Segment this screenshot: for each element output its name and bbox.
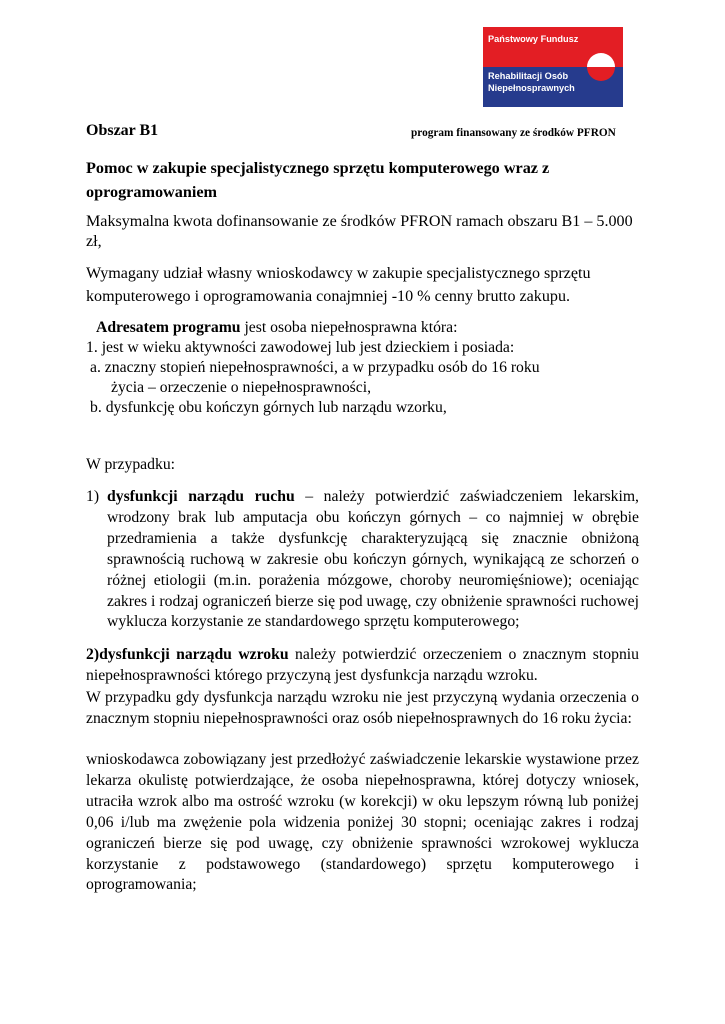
case-2-note: W przypadku gdy dysfunkcja narządu wzroku nie jest przyczyną wydania orzeczenia o znacznym stopniu niepełnosprawności oraz osób niepełnosprawnych do 16 roku życia: — [86, 689, 639, 727]
max-amount-paragraph: Maksymalna kwota dofinansowanie ze środków PFRON ramach obszaru B1 – 5.000 zł, — [86, 213, 633, 250]
logo-line-2: Rehabilitacji Osób — [488, 71, 569, 81]
program-note: program finansowany ze środków PFRON — [411, 127, 616, 139]
addressee-text: jest osoba niepełnosprawna która: — [240, 319, 458, 336]
logo-line-3: Niepełnosprawnych — [488, 83, 575, 93]
addressee-point-a-line-2: życia – orzeczenie o niepełnosprawności, — [111, 379, 372, 396]
case-2-paragraph — [86, 645, 639, 687]
case-2-requirement: wnioskodawca zobowiązany jest przedłożyć zaświadczenie lekarskie wystawione przez lekarza okulistę potwierdzające, że osoba niepełnosprawna, której dotyczy wniosek, utraciła wzrok albo ma ostrość wzroku (w korekcji) w oku lepszym równą lub poniżej 0,06 i/lub ma zwężenie pola widzenia poniżej 30 stopni; oceniając zakres i rodzaj ograniczeń bierze się pod uwagę, czy obniżenie sprawności wzrokowej wyklucza korzystanie z podstawowego (standardowego) sprzętu komputerowego i oprogramowania; — [86, 751, 639, 894]
logo-line-1: Państwowy Fundusz — [488, 34, 579, 44]
pfron-logo — [483, 27, 623, 107]
addressee-point-1: 1. jest w wieku aktywności zawodowej lub jest dzieckiem i posiada: — [86, 339, 515, 356]
addressee-line — [96, 318, 457, 338]
case-1-label: dysfunkcji narządu ruchu — [107, 488, 295, 505]
case-2-label: 2)dysfunkcji narządu wzroku — [86, 646, 289, 663]
cases-intro: W przypadku: — [86, 456, 176, 473]
case-1-paragraph — [107, 487, 639, 633]
case-1-text: – należy potwierdzić zaświadczeniem lekarskim, wrodzony brak lub amputacja obu kończyn górnych – co najmniej w obrębie przedramienia a także dysfunkcję charakteryzującą się znacznie obniżoną sprawnością ruchową w zakresie obu kończyn górnych, wynikającą ze schorzeń o różnej etiologii (m.in. porażenia mózgowe, choroby neuromięśniowe); oceniając zakres i rodzaj ograniczeń bierze się pod uwagę, czy obniżenie sprawności ruchowej wyklucza korzystanie ze standardowego sprzętu komputerowego; — [107, 488, 639, 631]
addressee-point-a-line-1: a. znaczny stopień niepełnosprawności, a w przypadku osób do 16 roku — [90, 359, 540, 376]
document-title: Pomoc w zakupie specjalistycznego sprzętu komputerowego wraz z oprogramowaniem — [86, 159, 550, 201]
own-contribution-paragraph: Wymagany udział własny wnioskodawcy w zakupie specjalistycznego sprzętu komputerowego i oprogramowania conajmniej -10 % cenny brutto zakupu. — [86, 265, 591, 305]
area-label: Obszar B1 — [86, 122, 159, 139]
case-2-text: należy potwierdzić orzeczeniem o znacznym stopniu niepełnosprawności którego przyczyną jest dysfunkcja narządu wzroku. — [86, 646, 639, 684]
case-1-number: 1) — [86, 488, 100, 505]
addressee-label: Adresatem programu — [96, 319, 241, 336]
addressee-point-b: b. dysfunkcję obu kończyn górnych lub narządu wzorku, — [90, 399, 447, 416]
